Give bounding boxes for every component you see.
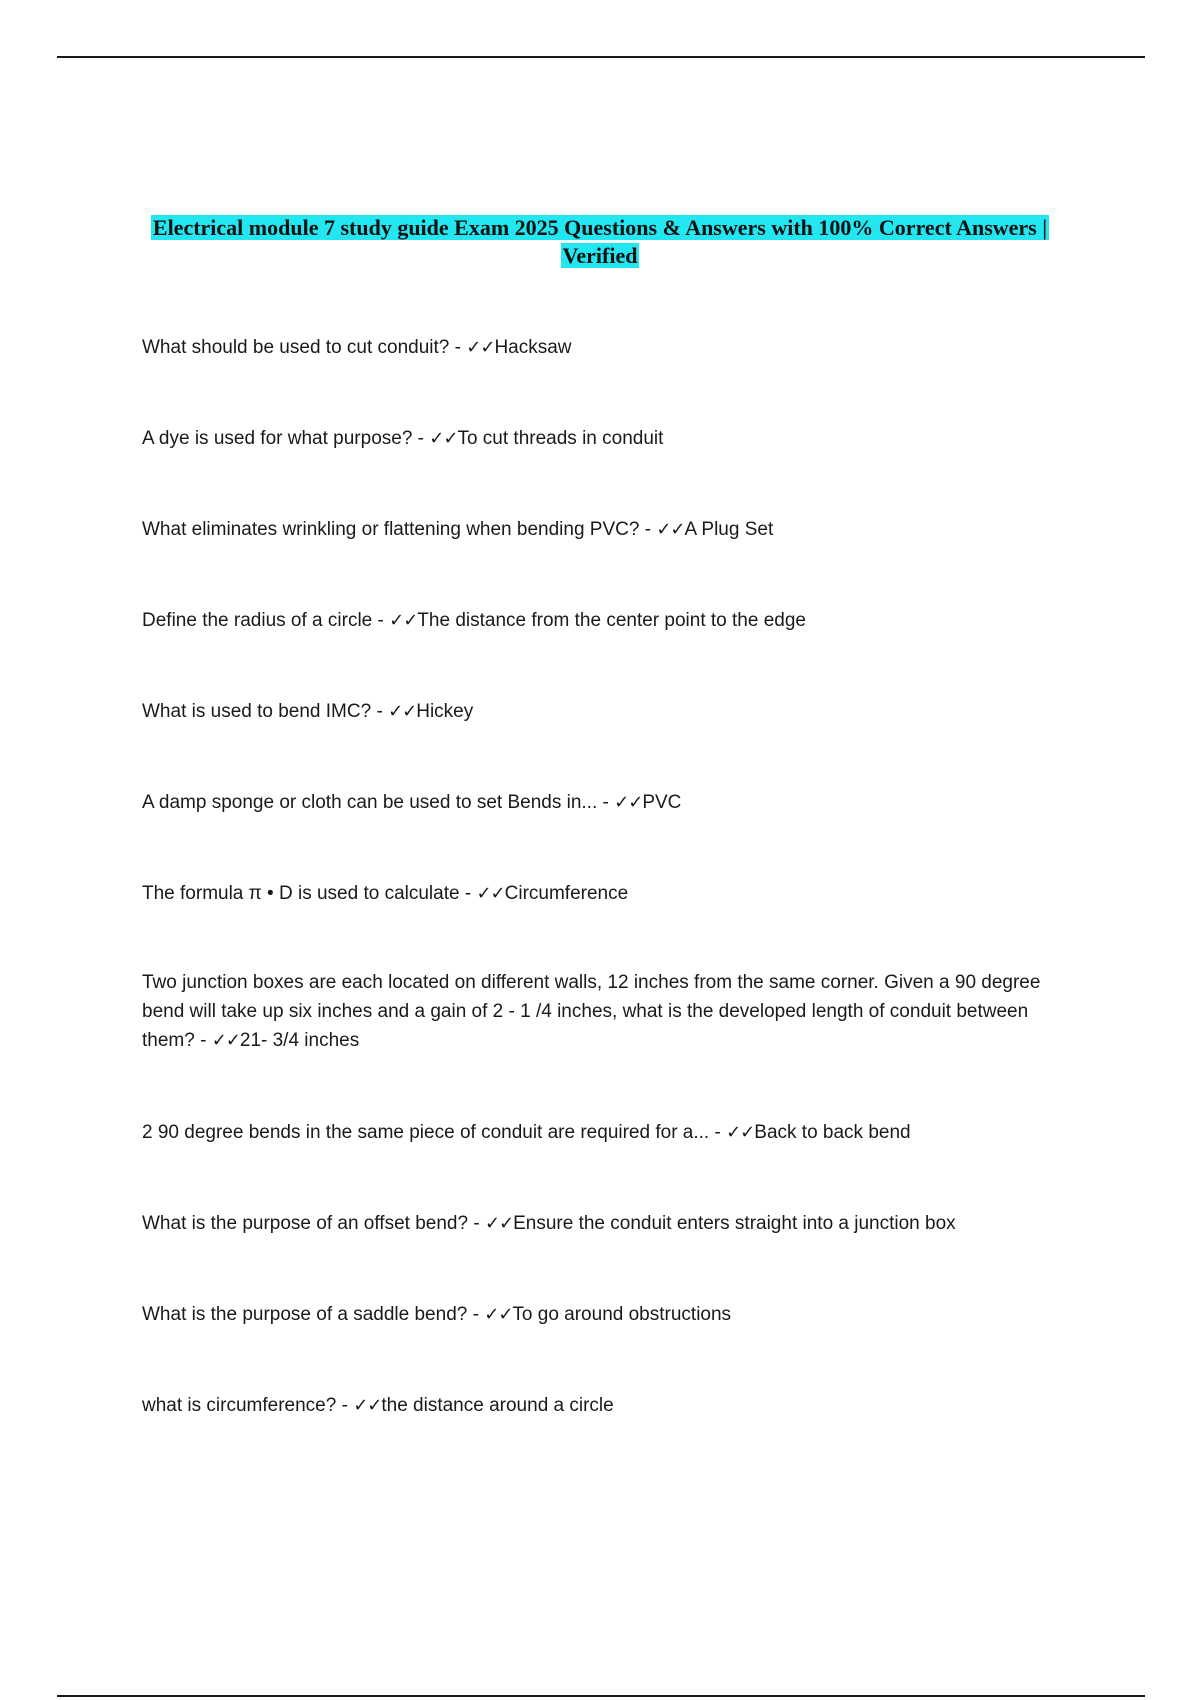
answer-text: Ensure the conduit enters straight into a junction box [513,1213,956,1234]
qa-item [142,333,1062,362]
double-check-icon: ✓✓ [353,1395,382,1416]
answer-text: The distance from the center point to the edge [417,610,806,631]
question-text: Define the radius of a circle [142,610,373,631]
qa-item [142,968,1062,1055]
double-check-icon: ✓✓ [656,519,685,540]
question-text: The formula π • D is used to calculate [142,883,460,904]
separator: - [459,883,477,904]
double-check-icon: ✓✓ [614,792,643,813]
bottom-rule [57,1695,1145,1697]
answer-text: Circumference [504,883,629,904]
separator: - [449,337,467,358]
answer-text: Hickey [416,701,474,722]
double-check-icon: ✓✓ [484,1213,514,1234]
question-text: What is the purpose of an offset bend? [142,1213,469,1234]
question-text: What eliminates wrinkling or flattening when bending PVC? [142,519,640,540]
separator: - [412,428,430,449]
double-check-icon: ✓✓ [389,610,418,631]
question-text: 2 90 degree bends in the same piece of conduit are required for a... [142,1122,710,1143]
qa-item [142,1300,1062,1329]
answer-text: Back to back bend [754,1122,911,1143]
separator: - [194,1030,212,1051]
separator: - [468,1213,485,1234]
double-check-icon: ✓✓ [429,428,458,449]
top-rule [57,56,1145,58]
double-check-icon: ✓✓ [388,701,417,722]
separator: - [371,701,389,722]
qa-item [142,424,1062,453]
qa-item [142,788,1062,817]
answer-text: 21- 3/4 inches [239,1030,360,1051]
qa-item [142,879,1062,908]
separator: - [639,519,657,540]
double-check-icon: ✓✓ [211,1030,240,1051]
answer-text: the distance around a circle [381,1395,614,1416]
separator: - [709,1122,727,1143]
question-text: what is circumference? [142,1395,337,1416]
question-text: What is used to bend IMC? [142,701,372,722]
double-check-icon: ✓✓ [466,337,495,358]
answer-text: PVC [642,792,682,813]
answer-text: A Plug Set [684,519,774,540]
separator: - [597,792,615,813]
question-text: A dye is used for what purpose? [142,428,413,449]
title-highlight: Electrical module 7 study guide Exam 2025 Questions & Answers with 100% Correct Answers | Verified [152,215,1048,268]
double-check-icon: ✓✓ [726,1122,755,1143]
question-text: What should be used to cut conduit? [142,337,450,358]
answer-text: To cut threads in conduit [457,428,664,449]
qa-item [142,1391,1062,1420]
qa-item [142,606,1062,635]
qa-item [142,1209,1062,1238]
qa-item [142,515,1062,544]
qa-item [142,1118,1062,1147]
question-text: What is the purpose of a saddle bend? [142,1304,468,1325]
document-title [140,214,1060,270]
separator: - [372,610,390,631]
qa-item [142,697,1062,726]
double-check-icon: ✓✓ [484,1304,513,1325]
answer-text: To go around obstructions [512,1304,732,1325]
separator: - [467,1304,485,1325]
answer-text: Hacksaw [494,337,572,358]
double-check-icon: ✓✓ [476,883,505,904]
question-text: A damp sponge or cloth can be used to set Bends in... [142,792,598,813]
separator: - [336,1395,354,1416]
question-text: Two junction boxes are each located on different walls, 12 inches from the same corner. Given a 90 degree bend will take up six inches and a gain of 2 - 1 /4 inches, what is the developed length of conduit between them? [142,972,1041,1051]
